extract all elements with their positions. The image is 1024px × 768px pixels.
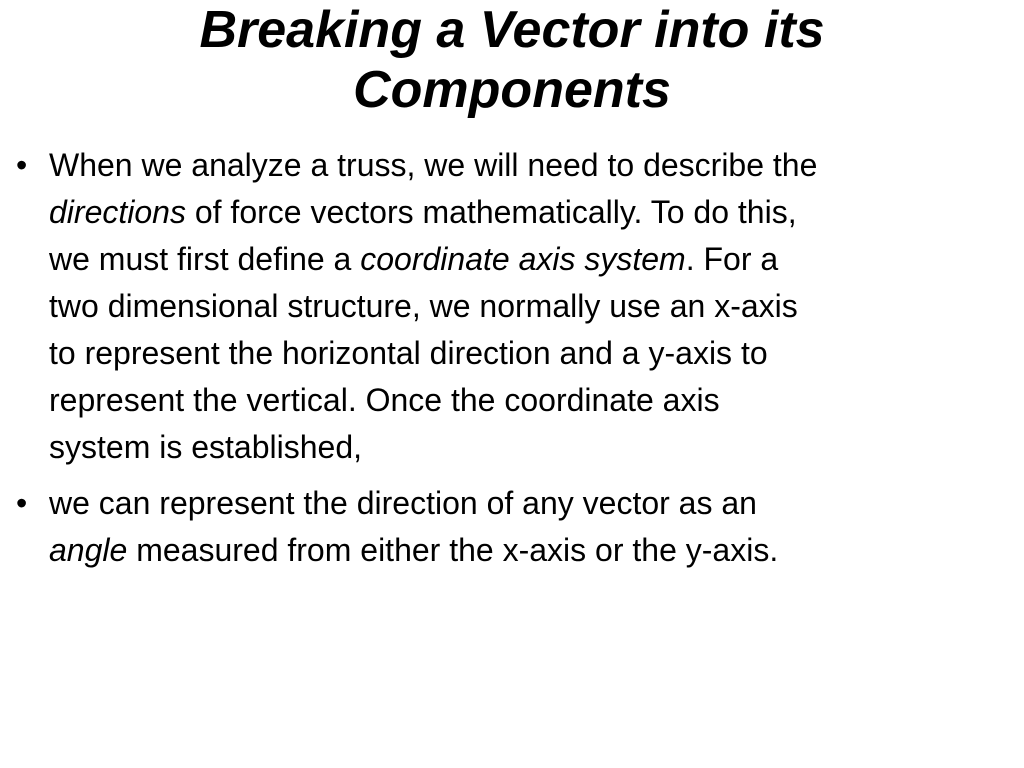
bullet-list xyxy=(0,142,1024,583)
bullet-dot-icon: • xyxy=(16,485,28,521)
bullet-1-line-1: When we analyze a truss, we will need to describe the xyxy=(49,147,818,183)
bullet-1-line-3-post: . For a xyxy=(685,241,779,277)
bullet-1-line-5: to represent the horizontal direction and a y-axis to xyxy=(49,335,768,371)
bullet-1-line-4: two dimensional structure, we normally use an x-axis xyxy=(49,288,798,324)
bullet-item-1 xyxy=(0,142,1024,471)
bullet-1-line-7: system is established, xyxy=(49,429,363,465)
bullet-2-line-2 xyxy=(49,527,1024,574)
title-line-2: Components xyxy=(353,61,671,119)
emphasis-directions: directions xyxy=(49,194,186,230)
title-line-1: Breaking a Vector into its xyxy=(199,1,825,59)
bullet-1-line-6: represent the vertical. Once the coordinate axis xyxy=(49,382,720,418)
bullet-text-2 xyxy=(49,480,1024,574)
bullet-1-line-3 xyxy=(49,236,1024,283)
bullet-2-line-2-rest: measured from either the x-axis or the y-axis. xyxy=(127,532,779,568)
bullet-item-2 xyxy=(0,480,1024,574)
bullet-1-line-2 xyxy=(49,189,1024,236)
slide-title xyxy=(0,0,1024,120)
bullet-dot-icon: • xyxy=(16,147,28,183)
emphasis-coordinate-axis-system: coordinate axis system xyxy=(360,241,686,277)
bullet-1-line-3-pre: we must first define a xyxy=(49,241,361,277)
bullet-2-line-1: we can represent the direction of any vector as an xyxy=(49,485,757,521)
bullet-text-1 xyxy=(49,142,1024,471)
emphasis-angle: angle xyxy=(49,532,128,568)
bullet-1-line-2-rest: of force vectors mathematically. To do this, xyxy=(185,194,797,230)
